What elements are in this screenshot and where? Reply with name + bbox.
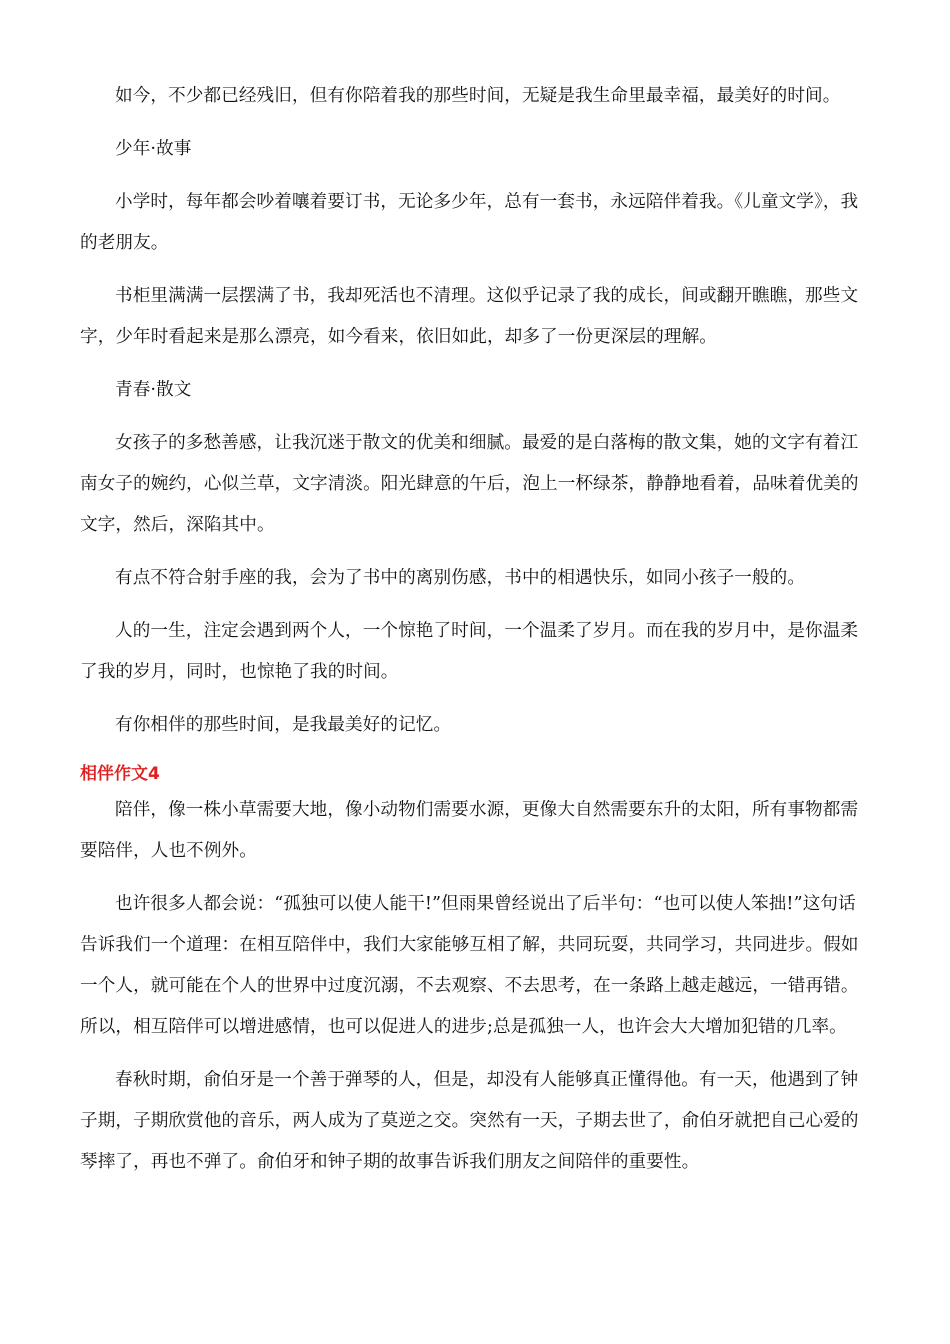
subheading: 少年·故事 [115,139,192,159]
paragraph: 有点不符合射手座的我，会为了书中的离别伤感，书中的相遇快乐，如同小孩子一般的。 [115,568,806,588]
paragraph: 陪伴，像一株小草需要大地，像小动物们需要水源，更像大自然需要东升的太阳，所有事物都需要陪伴，人也不例外。 [80,800,859,861]
paragraph: 女孩子的多愁善感，让我沉迷于散文的优美和细腻。最爱的是白落梅的散文集，她的文字有着江南女子的婉约，心似兰草，文字清淡。阳光肆意的午后，泡上一杯绿茶，静静地看着，品味着优美的文字，然后，深陷其中。 [80,433,859,535]
paragraph: 也许很多人都会说：“孤独可以使人能干!”但雨果曾经说出了后半句：“也可以使人笨拙!”这句话告诉我们一个道理：在相互陪伴中，我们大家能够互相了解，共同玩耍，共同学习，共同进步。假如一个人，就可能在个人的世界中过度沉溺，不去观察、不去思考，在一条路上越走越远，一错再错。所以，相互陪伴可以增进感情，也可以促进人的进步;总是孤独一人，也许会大大增加犯错的几率。 [80,894,859,1037]
subheading: 青春·散文 [115,380,192,400]
paragraph: 人的一生，注定会遇到两个人，一个惊艳了时间，一个温柔了岁月。而在我的岁月中，是你温柔了我的岁月，同时，也惊艳了我的时间。 [80,621,859,682]
paragraph: 有你相伴的那些时间，是我最美好的记忆。 [115,715,452,735]
paragraph: 春秋时期，俞伯牙是一个善于弹琴的人，但是，却没有人能够真正懂得他。有一天，他遇到了钟子期，子期欣赏他的音乐，两人成为了莫逆之交。突然有一天，子期去世了，俞伯牙就把自己心爱的琴摔了，再也不弹了。俞伯牙和钟子期的故事告诉我们朋友之间陪伴的重要性。 [80,1070,859,1172]
paragraph: 书柜里满满一层摆满了书，我却死活也不清理。这似乎记录了我的成长，间或翻开瞧瞧，那些文字，少年时看起来是那么漂亮，如今看来，依旧如此，却多了一份更深层的理解。 [80,286,859,347]
section-heading: 相伴作文4 [80,764,160,784]
paragraph: 小学时，每年都会吵着嚷着要订书，无论多少年，总有一套书，永远陪伴着我。《儿童文学》，我的老朋友。 [80,192,859,253]
document-body [80,76,870,1195]
paragraph: 如今，不少都已经残旧，但有你陪着我的那些时间，无疑是我生命里最幸福，最美好的时间。 [115,86,841,106]
